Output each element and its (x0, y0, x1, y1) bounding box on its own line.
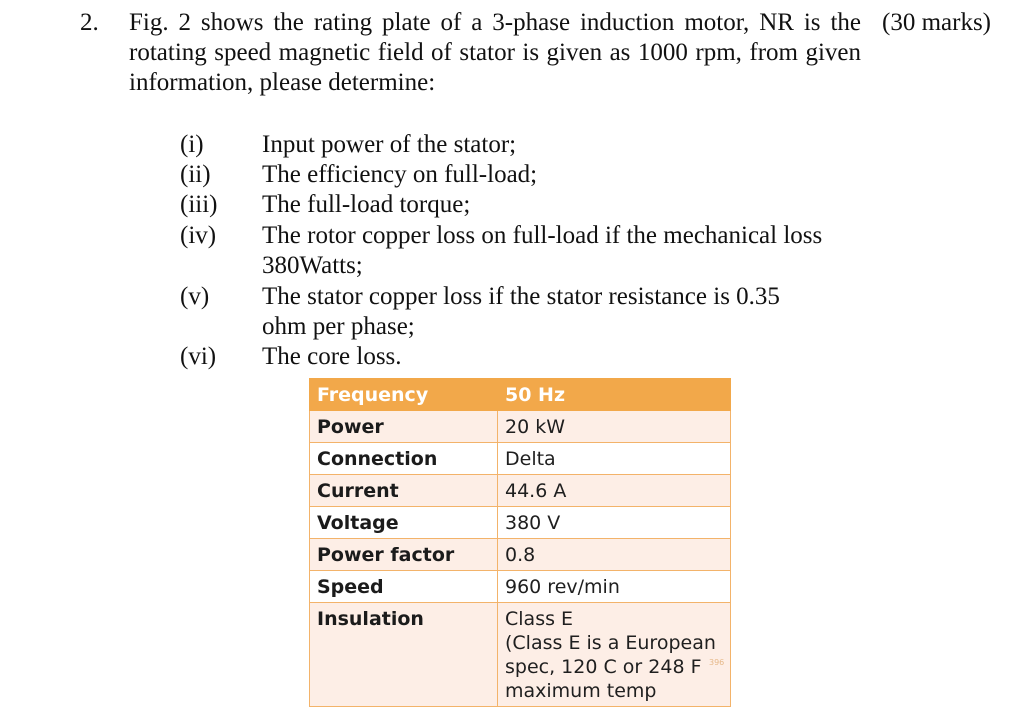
rating-value: 44.6 A (498, 475, 731, 507)
rating-label: Speed (310, 571, 498, 603)
rating-value (498, 603, 731, 707)
table-row (310, 603, 731, 707)
rating-value: Delta (498, 443, 731, 475)
sub-question-text: The rotor copper loss on full-load if the mechanical loss 380Watts; (262, 222, 823, 279)
page-number: 396 (709, 658, 725, 667)
sub-question-number: (ii) (180, 161, 211, 188)
question-number: 2. (80, 9, 99, 36)
rating-plate-table (309, 378, 731, 707)
table-row (310, 411, 731, 443)
rating-label: Insulation (310, 603, 498, 707)
rating-label: Power factor (310, 539, 498, 571)
rating-label: Power (310, 411, 498, 443)
sub-question-number: (i) (180, 131, 204, 158)
question-text: Fig. 2 shows the rating plate of a 3-phase induction motor, NR is the rotating speed magnetic field of stator is given as 1000 rpm, from given information, please determine: (129, 9, 861, 96)
table-row (310, 571, 731, 603)
table-row (310, 475, 731, 507)
sub-question-text: The stator copper loss if the stator resistance is 0.35 ohm per phase; (262, 283, 780, 340)
sub-question-number: (v) (180, 283, 210, 310)
rating-value: 0.8 (498, 539, 731, 571)
rating-label: Current (310, 475, 498, 507)
rating-value: 20 kW (498, 411, 731, 443)
rating-label: Connection (310, 443, 498, 475)
table-row (310, 507, 731, 539)
question-marks: (30 marks) (882, 9, 991, 36)
insulation-note: (Class E is a European spec, 120 C or 248 F maximum temp (505, 632, 716, 702)
sub-question-text: The full-load torque; (262, 191, 471, 218)
sub-question-text: The core loss. (262, 343, 402, 370)
sub-question-text: Input power of the stator; (262, 131, 517, 158)
sub-question-text: The efficiency on full-load; (262, 161, 538, 188)
sub-question-number: (vi) (180, 343, 217, 370)
table-row (310, 539, 731, 571)
rating-label: Voltage (310, 507, 498, 539)
table-row (310, 443, 731, 475)
rating-value: 960 rev/min (498, 571, 731, 603)
rating-value: 50 Hz (498, 379, 731, 411)
rating-value: 380 V (498, 507, 731, 539)
insulation-class: Class E (505, 608, 574, 630)
sub-question-number: (iii) (180, 191, 218, 218)
sub-question-number: (iv) (180, 222, 217, 249)
table-row (310, 379, 731, 411)
rating-label: Frequency (310, 379, 498, 411)
